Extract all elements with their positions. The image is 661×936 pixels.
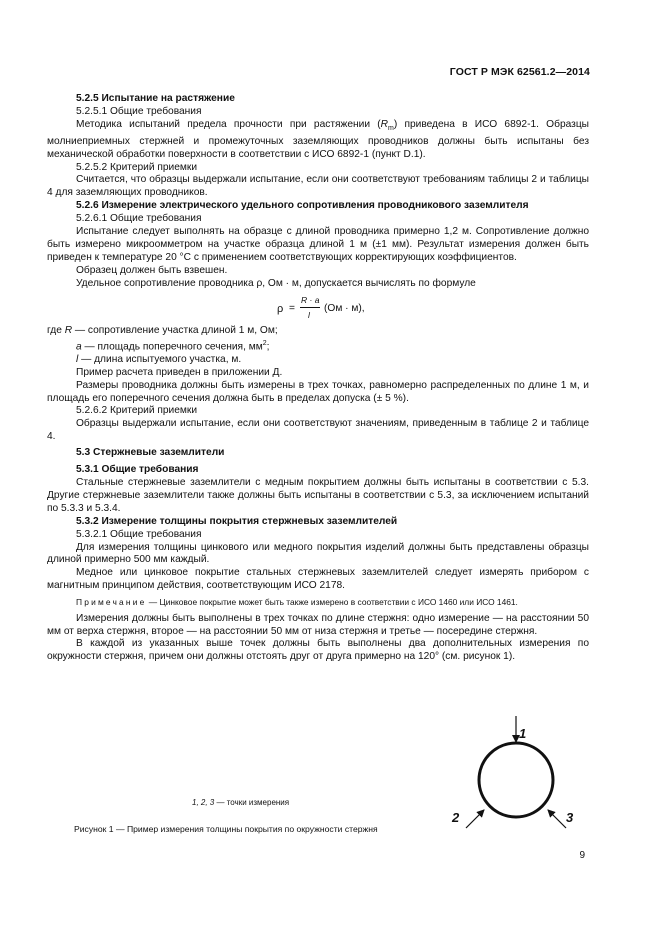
section-5-3-2-title: 5.3.2 Измерение толщины покрытия стержневых заземлителей	[76, 515, 398, 527]
paragraph-example: Пример расчета приведен в приложении Д.	[76, 366, 283, 378]
subsection-5-2-6-1: 5.2.6.1 Общие требования	[76, 213, 202, 225]
figure-caption: Рисунок 1 — Пример измерения толщины покрытия по окружности стержня	[74, 824, 378, 834]
arrow-2	[466, 810, 484, 828]
where-R: где R — сопротивление участка длиной 1 м, Ом;	[47, 324, 278, 336]
note: Примечание — Цинковое покрытие может быть также измерено в соответствии с ИСО 1460 или ИСО 1461.	[76, 597, 518, 608]
paragraph-resistance-test: Испытание следует выполнять на образце с длиной проводника примерно 1,2 м. Сопротивление должно быть измерено микроомметром на участке образца длиной 1 м (±1 мм). Результат измерения должен быть приведен к температуре 20 °С с применением соответствующих корректирующих коэффициентов.	[47, 226, 589, 263]
formula-unit: (Ом · м),	[324, 302, 365, 314]
page-number: 9	[579, 850, 585, 861]
paragraph-acceptance-2: Образцы выдержали испытание, если они соответствуют значениям, приведенным в таблице 2 и таблице 4.	[47, 418, 589, 443]
where-a: a — площадь поперечного сечения, $мм^2$;	[76, 339, 270, 352]
paragraph-samples: Для измерения толщины цинкового или медного покрытия изделий должны быть представлены образцы длиной примерно 500 мм каждый.	[47, 541, 589, 566]
formula-rho: ρ	[277, 302, 284, 315]
formula-numerator: R · a	[301, 294, 320, 305]
formula-equals: =	[289, 302, 295, 314]
paragraph-tensile-method: Методика испытаний предела прочности при растяжении $(R_m)$ приведена в ИСО 6892-1. Образцы молниеприемных стержней и промежуточных заземляющих проводников должны быть испытаны без механической обработки поверхности в соответствии с ИСО 6892-1 (пункт D.1).	[47, 118, 589, 160]
subsection-5-2-5-2: 5.2.5.2 Критерий приемки	[76, 161, 198, 173]
section-5-3-1-title: 5.3.1 Общие требования	[76, 464, 199, 476]
paragraph-points: В каждой из указанных выше точек должны быть выполнены два дополнительных измерения по окружности стержня, причем они должны отстоять друг от друга примерно на 120° (см. рисунок 1).	[47, 638, 589, 663]
rod-cross-section	[479, 743, 553, 817]
subsection-5-3-2-1: 5.3.2.1 Общие требования	[76, 528, 202, 540]
label-1: 1	[519, 726, 527, 741]
where-l: l — длина испытуемого участка, м.	[76, 353, 242, 365]
paragraph-measurements: Измерения должны быть выполнены в трех точках по длине стержня: одно измерение — на расстоянии 50 мм от верха стержня, второе — на расстоянии 50 мм от низа стержня и третье — посередине стержня.	[47, 612, 589, 637]
label-3: 3	[566, 810, 574, 825]
document-body	[47, 93, 589, 664]
paragraph-weigh: Образец должен быть взвешен.	[76, 264, 228, 276]
arrow-3	[548, 810, 566, 828]
subsection-5-2-6-2: 5.2.6.2 Критерий приемки	[76, 405, 198, 417]
paragraph-sizes: Размеры проводника должны быть измерены в трех точках, равномерно распределенных по длине 1 м, и площадь его поперечного сечения должна быть в пределах допуска (± 5 %).	[47, 379, 589, 404]
paragraph-rod-general: Стальные стержневые заземлители с медным покрытием должны быть испытаны в соответствии с 5.3. Другие стержневые заземлители также должны быть испытаны в соответствии с 5.3, за исключением испытаний по 5.3.3 и 5.3.4.	[47, 476, 589, 514]
label-2: 2	[452, 810, 460, 825]
standard-header: ГОСТ Р МЭК 62561.2—2014	[449, 66, 590, 78]
figure-legend: 1, 2, 3 — точки измерения	[192, 798, 290, 807]
subsection-5-2-5-1: 5.2.5.1 Общие требования	[76, 105, 202, 117]
fraction-bar	[300, 307, 320, 308]
formula-denominator: l	[308, 309, 310, 320]
paragraph-rho: Удельное сопротивление проводника ρ, Ом · м, допускается вычислять по формуле	[76, 277, 476, 289]
resistivity-formula	[47, 291, 589, 325]
section-5-3-title: 5.3 Стержневые заземлители	[76, 447, 225, 459]
section-5-2-6-title: 5.2.6 Измерение электрического удельного сопротивления проводникового заземлителя	[76, 200, 529, 212]
paragraph-acceptance-1: Считается, что образцы выдержали испытание, если они соответствуют требованиям таблицы 2 и таблицы 4 для заземляющих проводников.	[47, 174, 589, 199]
paragraph-coating: Медное или цинковое покрытие стальных стержневых заземлителей следует измерять прибором с магнитным принципом действия, соответствующим ИСО 2178.	[47, 567, 589, 592]
section-5-2-5-title: 5.2.5 Испытание на растяжение	[76, 93, 235, 104]
